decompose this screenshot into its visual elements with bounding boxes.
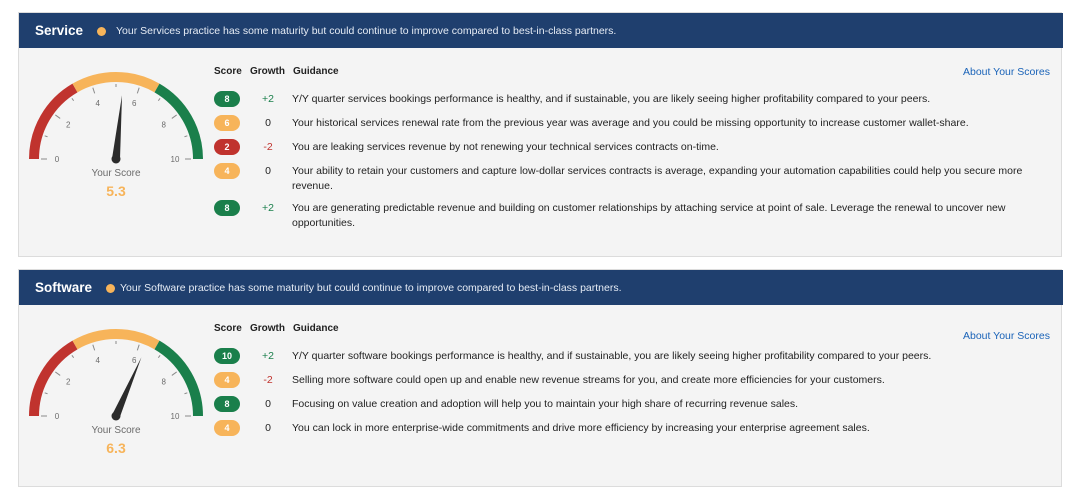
score-badge: 6 (214, 115, 240, 131)
gauge-tick (137, 345, 139, 351)
gauge-tick (158, 355, 160, 357)
score-badge: 8 (214, 396, 240, 412)
guidance-text: Y/Y quarter software bookings performance is healthy, and if sustainable, you are likely seeing higher profitability compared to your peers. (292, 350, 932, 362)
software-col-guidance: Guidance (293, 323, 339, 334)
gauge-tick-label: 2 (66, 377, 71, 387)
service-score-gauge (21, 59, 211, 209)
gauge-tick (45, 393, 48, 394)
gauge-tick-label: 2 (66, 120, 71, 130)
gauge-needle-icon (112, 95, 122, 159)
service-col-score: Score (214, 66, 242, 77)
growth-value: +2 (262, 93, 274, 105)
software-gauge-svg (21, 316, 211, 426)
guidance-text: Your ability to retain your customers and capture low-dollar services contracts is average, expanding your automation capabilities could help you secure more revenue. (292, 165, 1023, 192)
software-your-score-label: Your Score (91, 425, 141, 436)
gauge-tick-label: 8 (161, 377, 166, 387)
software-score-gauge (21, 316, 211, 466)
gauge-tick (72, 355, 74, 357)
gauge-tick-label: 4 (95, 355, 100, 365)
gauge-tick-label: 8 (161, 120, 166, 130)
service-title: Service (35, 23, 84, 38)
software-status-text: Your Software practice has some maturity but could continue to improve compared to best-in-class partners. (120, 282, 622, 294)
gauge-tick-label: 0 (54, 155, 60, 164)
score-badge: 8 (214, 91, 240, 107)
guidance-text: Y/Y quarter services bookings performance is healthy, and if sustainable, you are likely seeing higher profitability compared to your peers. (292, 93, 931, 105)
gauge-tick (93, 345, 95, 351)
growth-value: +2 (262, 202, 274, 214)
software-about-scores-link[interactable]: About Your Scores (963, 330, 1050, 342)
gauge-tick (172, 115, 177, 119)
gauge-tick (158, 98, 160, 100)
gauge-tick (93, 88, 95, 94)
guidance-text: You can lock in more enterprise-wide commitments and drive more efficiency by increasing your enterprise agreement sales. (292, 422, 870, 434)
service-col-growth: Growth (250, 66, 285, 77)
service-your-score-label: Your Score (91, 168, 141, 179)
gauge-needle-hub-icon (112, 412, 121, 421)
guidance-text: Your historical services renewal rate from the previous year was average and you could be missing opportunity to increase customer wallet-share. (292, 117, 969, 129)
gauge-tick (137, 88, 139, 94)
gauge-needle-hub-icon (112, 155, 121, 164)
growth-value: 0 (265, 165, 271, 177)
gauge-tick-label: 6 (132, 355, 137, 365)
score-badge: 4 (214, 163, 240, 179)
gauge-tick-label: 10 (170, 155, 180, 164)
score-badge: 10 (214, 348, 240, 364)
guidance-text: Focusing on value creation and adoption will help you to maintain your high share of recurring revenue sales. (292, 398, 799, 410)
guidance-text: Selling more software could open up and enable new revenue streams for you, and create more efficiencies for your customers. (292, 374, 885, 386)
software-col-score: Score (214, 323, 242, 334)
service-panel (18, 12, 1062, 257)
growth-value: 0 (265, 117, 271, 129)
service-your-score-value: 5.3 (106, 183, 126, 199)
gauge-tick (184, 136, 187, 137)
software-header (19, 270, 1063, 305)
gauge-tick-label: 0 (54, 412, 60, 421)
gauge-tick (45, 136, 48, 137)
growth-value: +2 (262, 350, 274, 362)
gauge-tick-label: 4 (95, 98, 100, 108)
service-about-scores-link[interactable]: About Your Scores (963, 66, 1050, 78)
software-your-score-value: 6.3 (106, 440, 126, 456)
gauge-tick (184, 393, 187, 394)
gauge-tick-label: 6 (132, 98, 137, 108)
score-badge: 4 (214, 420, 240, 436)
software-panel (18, 269, 1062, 487)
gauge-tick (72, 98, 74, 100)
software-status-dot-icon (106, 284, 115, 293)
gauge-tick (172, 372, 177, 376)
gauge-needle-icon (112, 357, 141, 417)
growth-value: -2 (263, 141, 273, 153)
score-badge: 4 (214, 372, 240, 388)
guidance-text: You are leaking services revenue by not renewing your technical services contracts on-time. (292, 141, 719, 153)
gauge-tick-label: 10 (170, 412, 180, 421)
score-badge: 8 (214, 200, 240, 216)
guidance-text: You are generating predictable revenue and building on customer relationships by attaching service at point of sale. Leverage the renewal to uncover new opportunities. (292, 202, 1006, 229)
service-status-text: Your Services practice has some maturity but could continue to improve compared to best-in-class partners. (116, 25, 617, 37)
service-status-dot-icon (97, 27, 106, 36)
gauge-tick (55, 372, 60, 376)
growth-value: 0 (265, 422, 271, 434)
service-col-guidance: Guidance (293, 66, 339, 77)
service-header (19, 13, 1063, 48)
software-title: Software (35, 280, 93, 295)
service-gauge-svg (21, 59, 211, 169)
score-badge: 2 (214, 139, 240, 155)
gauge-tick (55, 115, 60, 119)
growth-value: -2 (263, 374, 273, 386)
software-col-growth: Growth (250, 323, 285, 334)
growth-value: 0 (265, 398, 271, 410)
